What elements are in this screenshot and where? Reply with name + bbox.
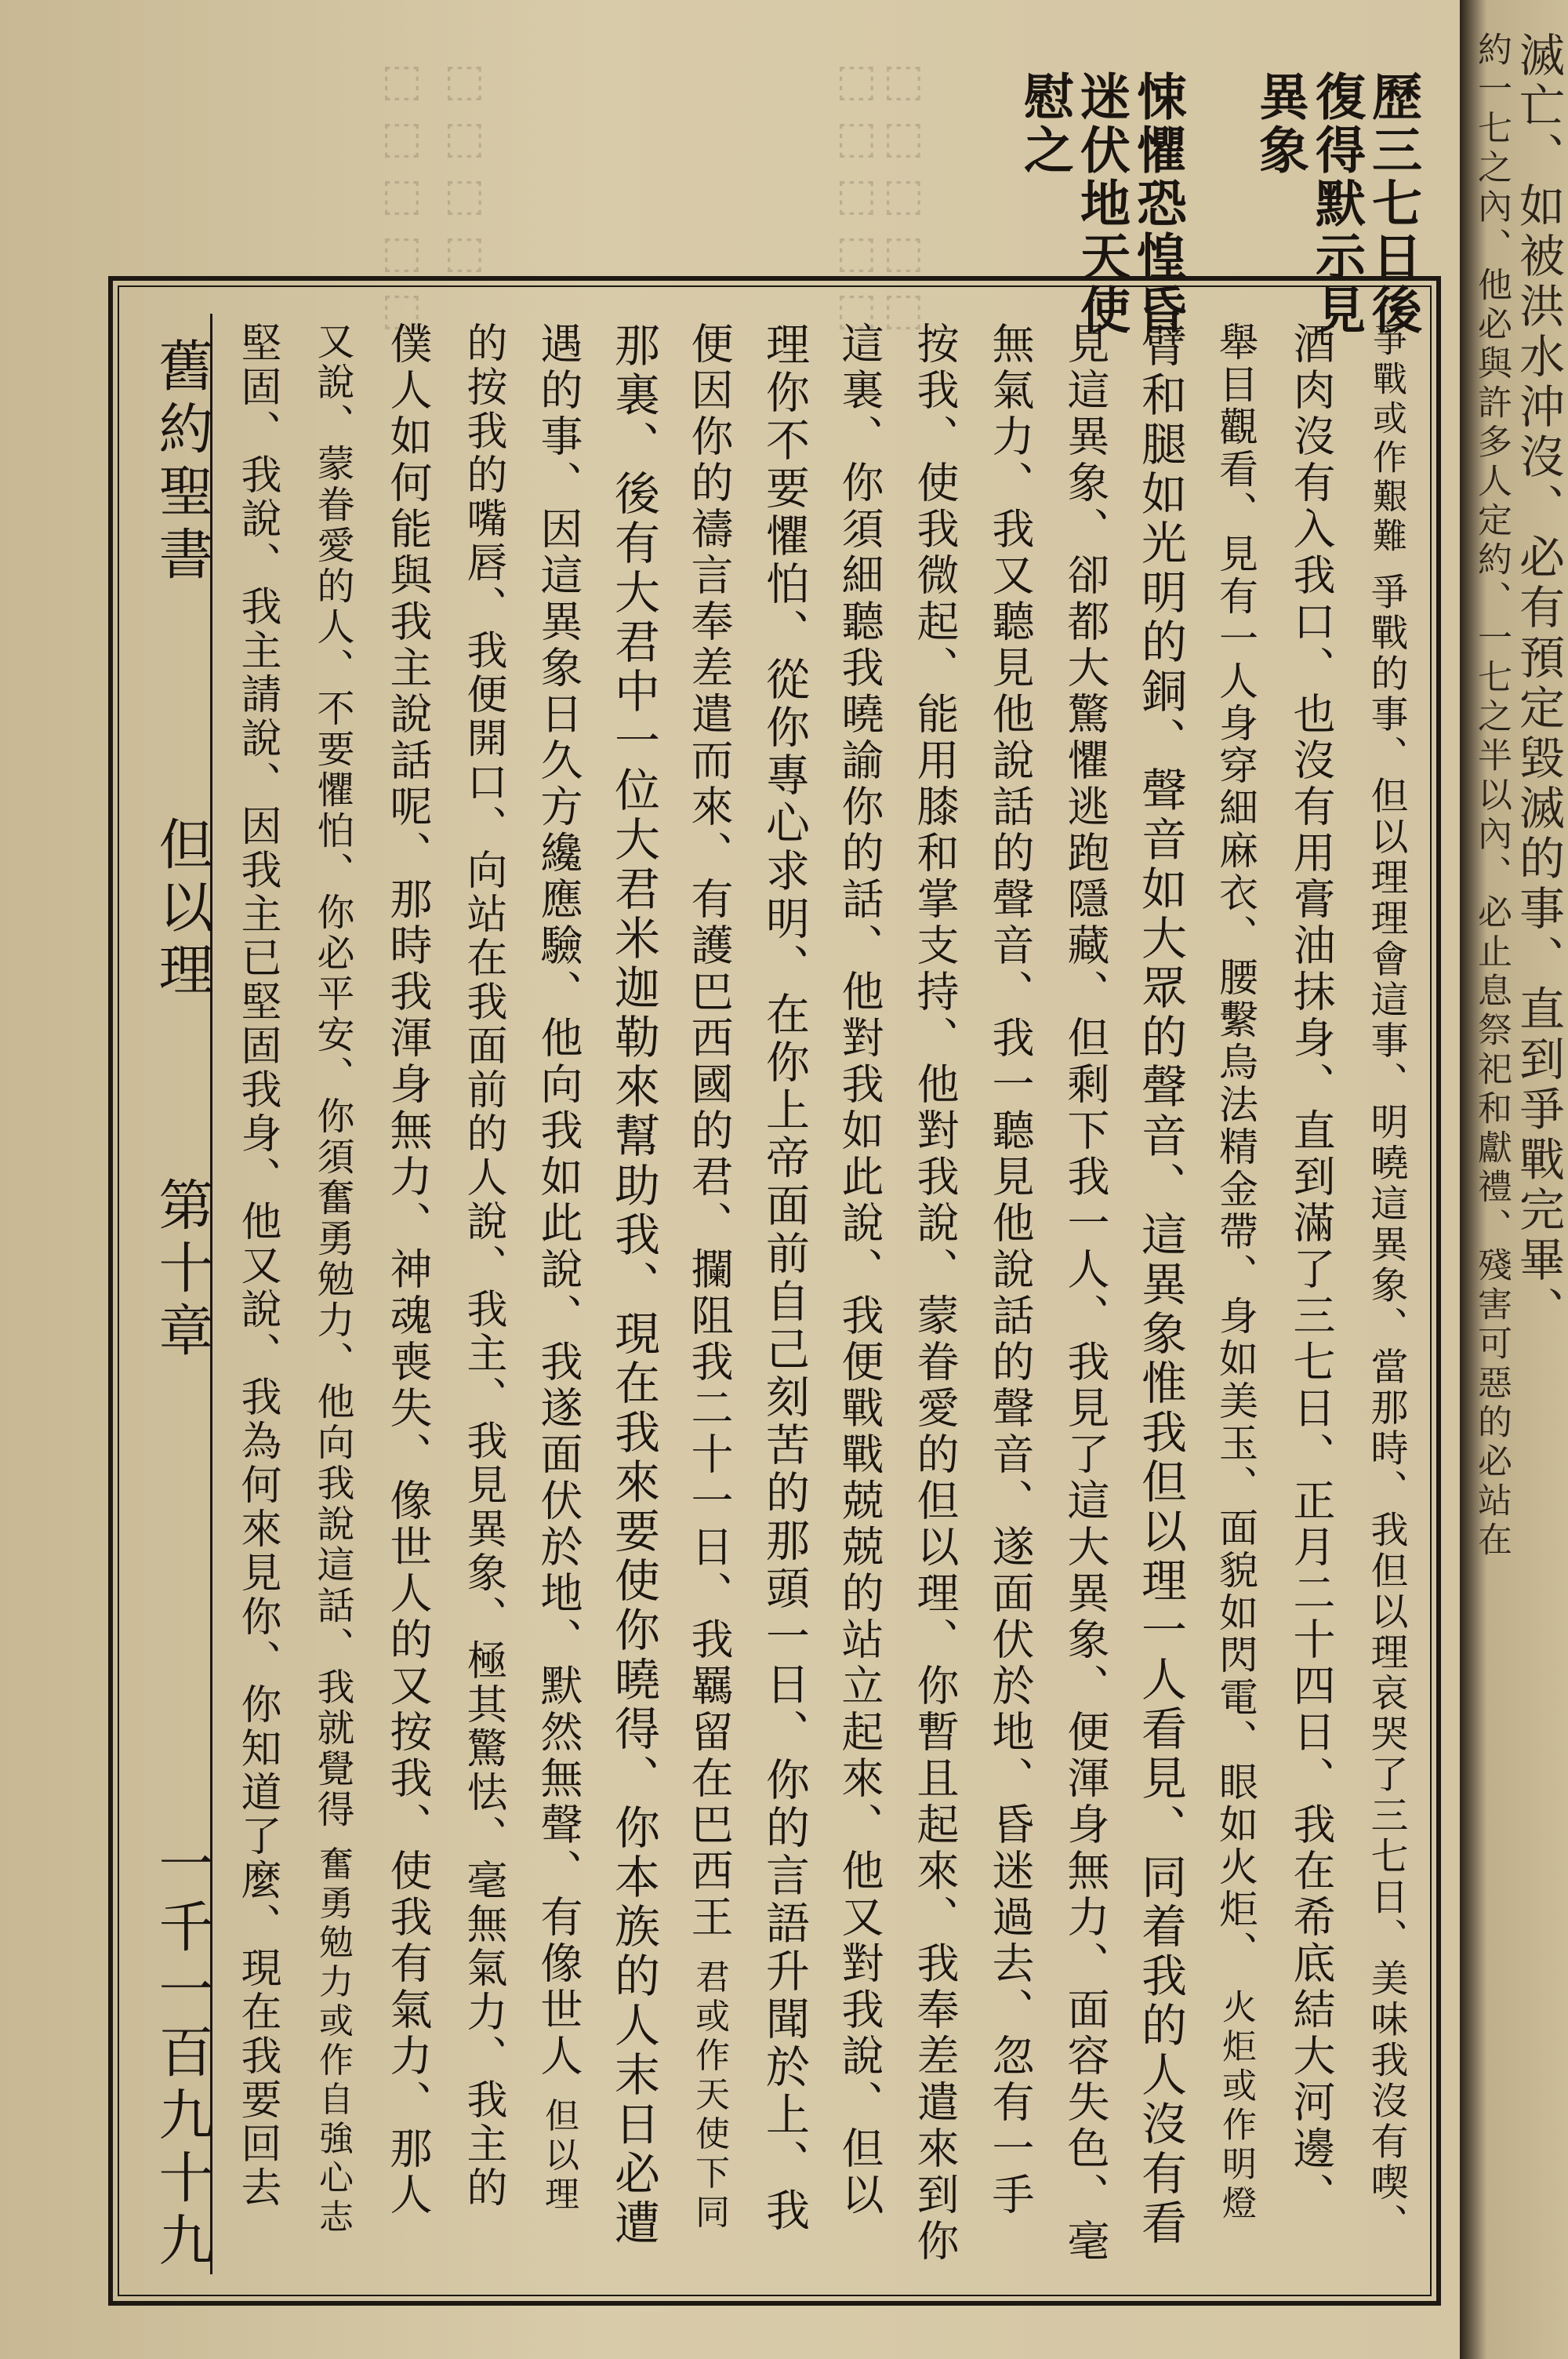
text-column-8: 這裏、你須細聽我曉諭你的話、他對我如此說、我便戰戰兢兢的站立起來、他又對我說、但以 — [835, 322, 884, 2219]
margin-note: 復得默示見 — [1307, 71, 1366, 337]
footer-chapter: 第十章 — [150, 1176, 214, 1365]
text-column-11: 那裏、後有大君中一位大君米迦勒來幫助我、現在我來要使你曉得、你本族的人末日必遭 — [607, 322, 660, 2248]
inline-note: 但以理 — [539, 2097, 579, 2215]
column-text: 舉目觀看、見有一人身穿細麻衣、腰繫烏法精金帶、身如美玉、面貌如閃電、眼如火炬、 — [1213, 322, 1258, 1973]
bleed-through-text: ⬚⬚⬚⬚⬚ — [376, 55, 427, 341]
margin-note: 慰之 — [1015, 71, 1074, 177]
text-column-1 — [1348, 322, 1424, 2244]
footer-book-name: 但以理 — [150, 816, 214, 1004]
adjacent-page-edge — [1460, 0, 1568, 2359]
text-column-13: 的按我的嘴唇、我便開口、向站在我面前的人說、我主、我見異象、極其驚怯、毫無氣力、我主的 — [459, 322, 506, 2210]
inline-note: 奮勇勉力或作自強心志 — [313, 1845, 353, 2238]
text-column-10 — [671, 322, 746, 2233]
page-number: 一千一百九十九 — [150, 1835, 214, 2274]
bleed-through-text: ⬚⬚⬚⬚ — [439, 55, 490, 284]
bleed-through-text: ⬚⬚⬚⬚⬚ — [831, 55, 882, 341]
text-column-4: 臂和腿如光明的銅、聲音如大眾的聲音、這異象惟我但以理一人看見、同着我的人沒有看 — [1134, 322, 1187, 2248]
text-column-14: 僕人如何能與我主說話呢、那時我渾身無力、神魂喪失、像世人的又按我、使我有氣力、那人 — [383, 322, 433, 2219]
column-text: 便因你的禱言奉差遣而來、有護巴西國的君、攔阻我二十一日、我羈留在巴西王 — [684, 322, 734, 1941]
text-column-12 — [521, 322, 596, 2215]
bleed-through-text: ⬚⬚⬚⬚⬚ — [878, 55, 929, 341]
margin-note: 迷伏地天使 — [1072, 71, 1131, 337]
text-column-2: 酒肉沒有入我口、也沒有用膏油抹身、直到滿了三七日、正月二十四日、我在希底結大河邊、 — [1287, 322, 1336, 2219]
footer-book-title: 舊約聖書 — [150, 337, 214, 588]
running-footer — [132, 314, 212, 2274]
text-column-7: 按我、使我微起、能用膝和掌支持、他對我說、蒙眷愛的但以理、你暫且起來、我奉差遣來到你 — [910, 322, 960, 2265]
text-column-15 — [295, 322, 370, 2237]
column-text: 又說、蒙眷愛的人、不要懼怕、你必平安、你須奮勇勉力、他向我說這話、我就覺得 — [310, 322, 354, 1830]
text-column-16: 堅固、我說、我主請說、因我主已堅固我身、他又說、我為何來見你、你知道了麼、現在我要回去 — [234, 322, 281, 2210]
text-column-9: 理你不要懼怕、從你專心求明、在你上帝面前自己刻苦的那頭一日、你的言語升聞於上、我 — [759, 322, 810, 2235]
text-column-5: 見這異象、卻都大驚懼逃跑隱藏、但剩下我一人、我見了這大異象、便渾身無力、面容失色、毫 — [1061, 322, 1110, 2265]
inline-note: 火炬或作明燈 — [1216, 1988, 1256, 2224]
inline-note: 君或作天使下同 — [689, 1958, 729, 2234]
adjacent-page-column: 滅亡、如被洪水沖沒、必有預定毀滅的事、直到爭戰完畢、 — [1512, 31, 1565, 1336]
inline-note: 爭戰或作艱難 — [1367, 322, 1406, 557]
margin-note: 悚懼恐惶昏 — [1128, 71, 1187, 337]
column-text: 遇的事、因這異象日久方纔應驗、他向我如此說、我遂面伏於地、默然無聲、有像世人 — [534, 322, 583, 2080]
text-column-6: 無氣力、我又聽見他說話的聲音、我一聽見他說話的聲音、遂面伏於地、昏迷過去、忽有一手 — [985, 322, 1035, 2219]
margin-note: 歷三七日後 — [1363, 71, 1422, 337]
margin-note: 異象 — [1250, 71, 1309, 177]
text-column-3 — [1198, 322, 1273, 2224]
column-text: 爭戰的事、但以理理會這事、明曉這異象、當那時、我但以理哀哭了三七日、美味我沒有喫、 — [1364, 572, 1408, 2245]
adjacent-page-column: 約一七之內、他必與許多人定約、一七之半以內、必止息祭祀和獻禮、殘害可惡的必站在 — [1472, 31, 1512, 1561]
